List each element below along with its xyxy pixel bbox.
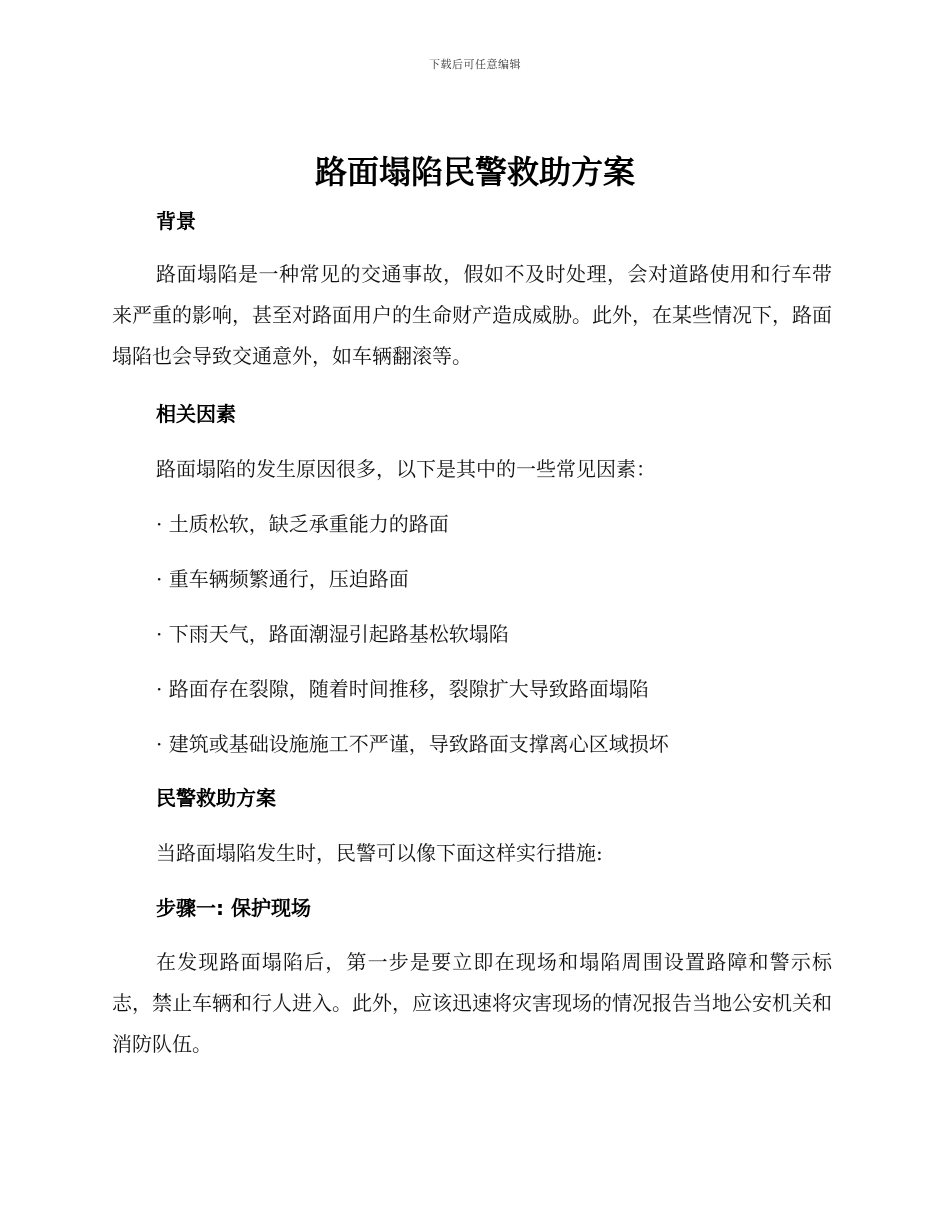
section-heading-background: 背景 — [156, 209, 196, 233]
factor-list-item: · 建筑或基础设施施工不严谨，导致路面支撑离心区域损坏 — [156, 732, 669, 756]
factor-list-item: · 路面存在裂隙，随着时间推移，裂隙扩大导致路面塌陷 — [156, 677, 649, 701]
section-heading-factors: 相关因素 — [156, 402, 236, 426]
plan-intro: 当路面塌陷发生时，民警可以像下面这样实行措施: — [156, 841, 603, 865]
step1-heading: 步骤一: 保护现场 — [156, 896, 311, 920]
factors-intro: 路面塌陷的发生原因很多，以下是其中的一些常见因素： — [156, 457, 656, 481]
factor-list-item: · 土质松软，缺乏承重能力的路面 — [156, 512, 449, 536]
step1-paragraph: 在发现路面塌陷后，第一步是要立即在现场和塌陷周围设置路障和警示标志，禁止车辆和行人进入。此外，应该迅速将灾害现场的情况报告当地公安机关和消防队伍。 — [112, 950, 832, 1056]
section-heading-plan: 民警救助方案 — [156, 786, 276, 810]
factor-list-item: · 下雨天气，路面潮湿引起路基松软塌陷 — [156, 622, 509, 646]
document-title: 路面塌陷民警救助方案 — [314, 153, 635, 191]
factor-list-item: · 重车辆频繁通行，压迫路面 — [156, 567, 409, 591]
header-note: 下载后可任意编辑 — [429, 58, 521, 71]
background-paragraph: 路面塌陷是一种常见的交通事故，假如不及时处理，会对道路使用和行车带来严重的影响，甚至对路面用户的生命财产造成威胁。此外，在某些情况下，路面塌陷也会导致交通意外，如车辆翻滚等。 — [112, 262, 832, 368]
